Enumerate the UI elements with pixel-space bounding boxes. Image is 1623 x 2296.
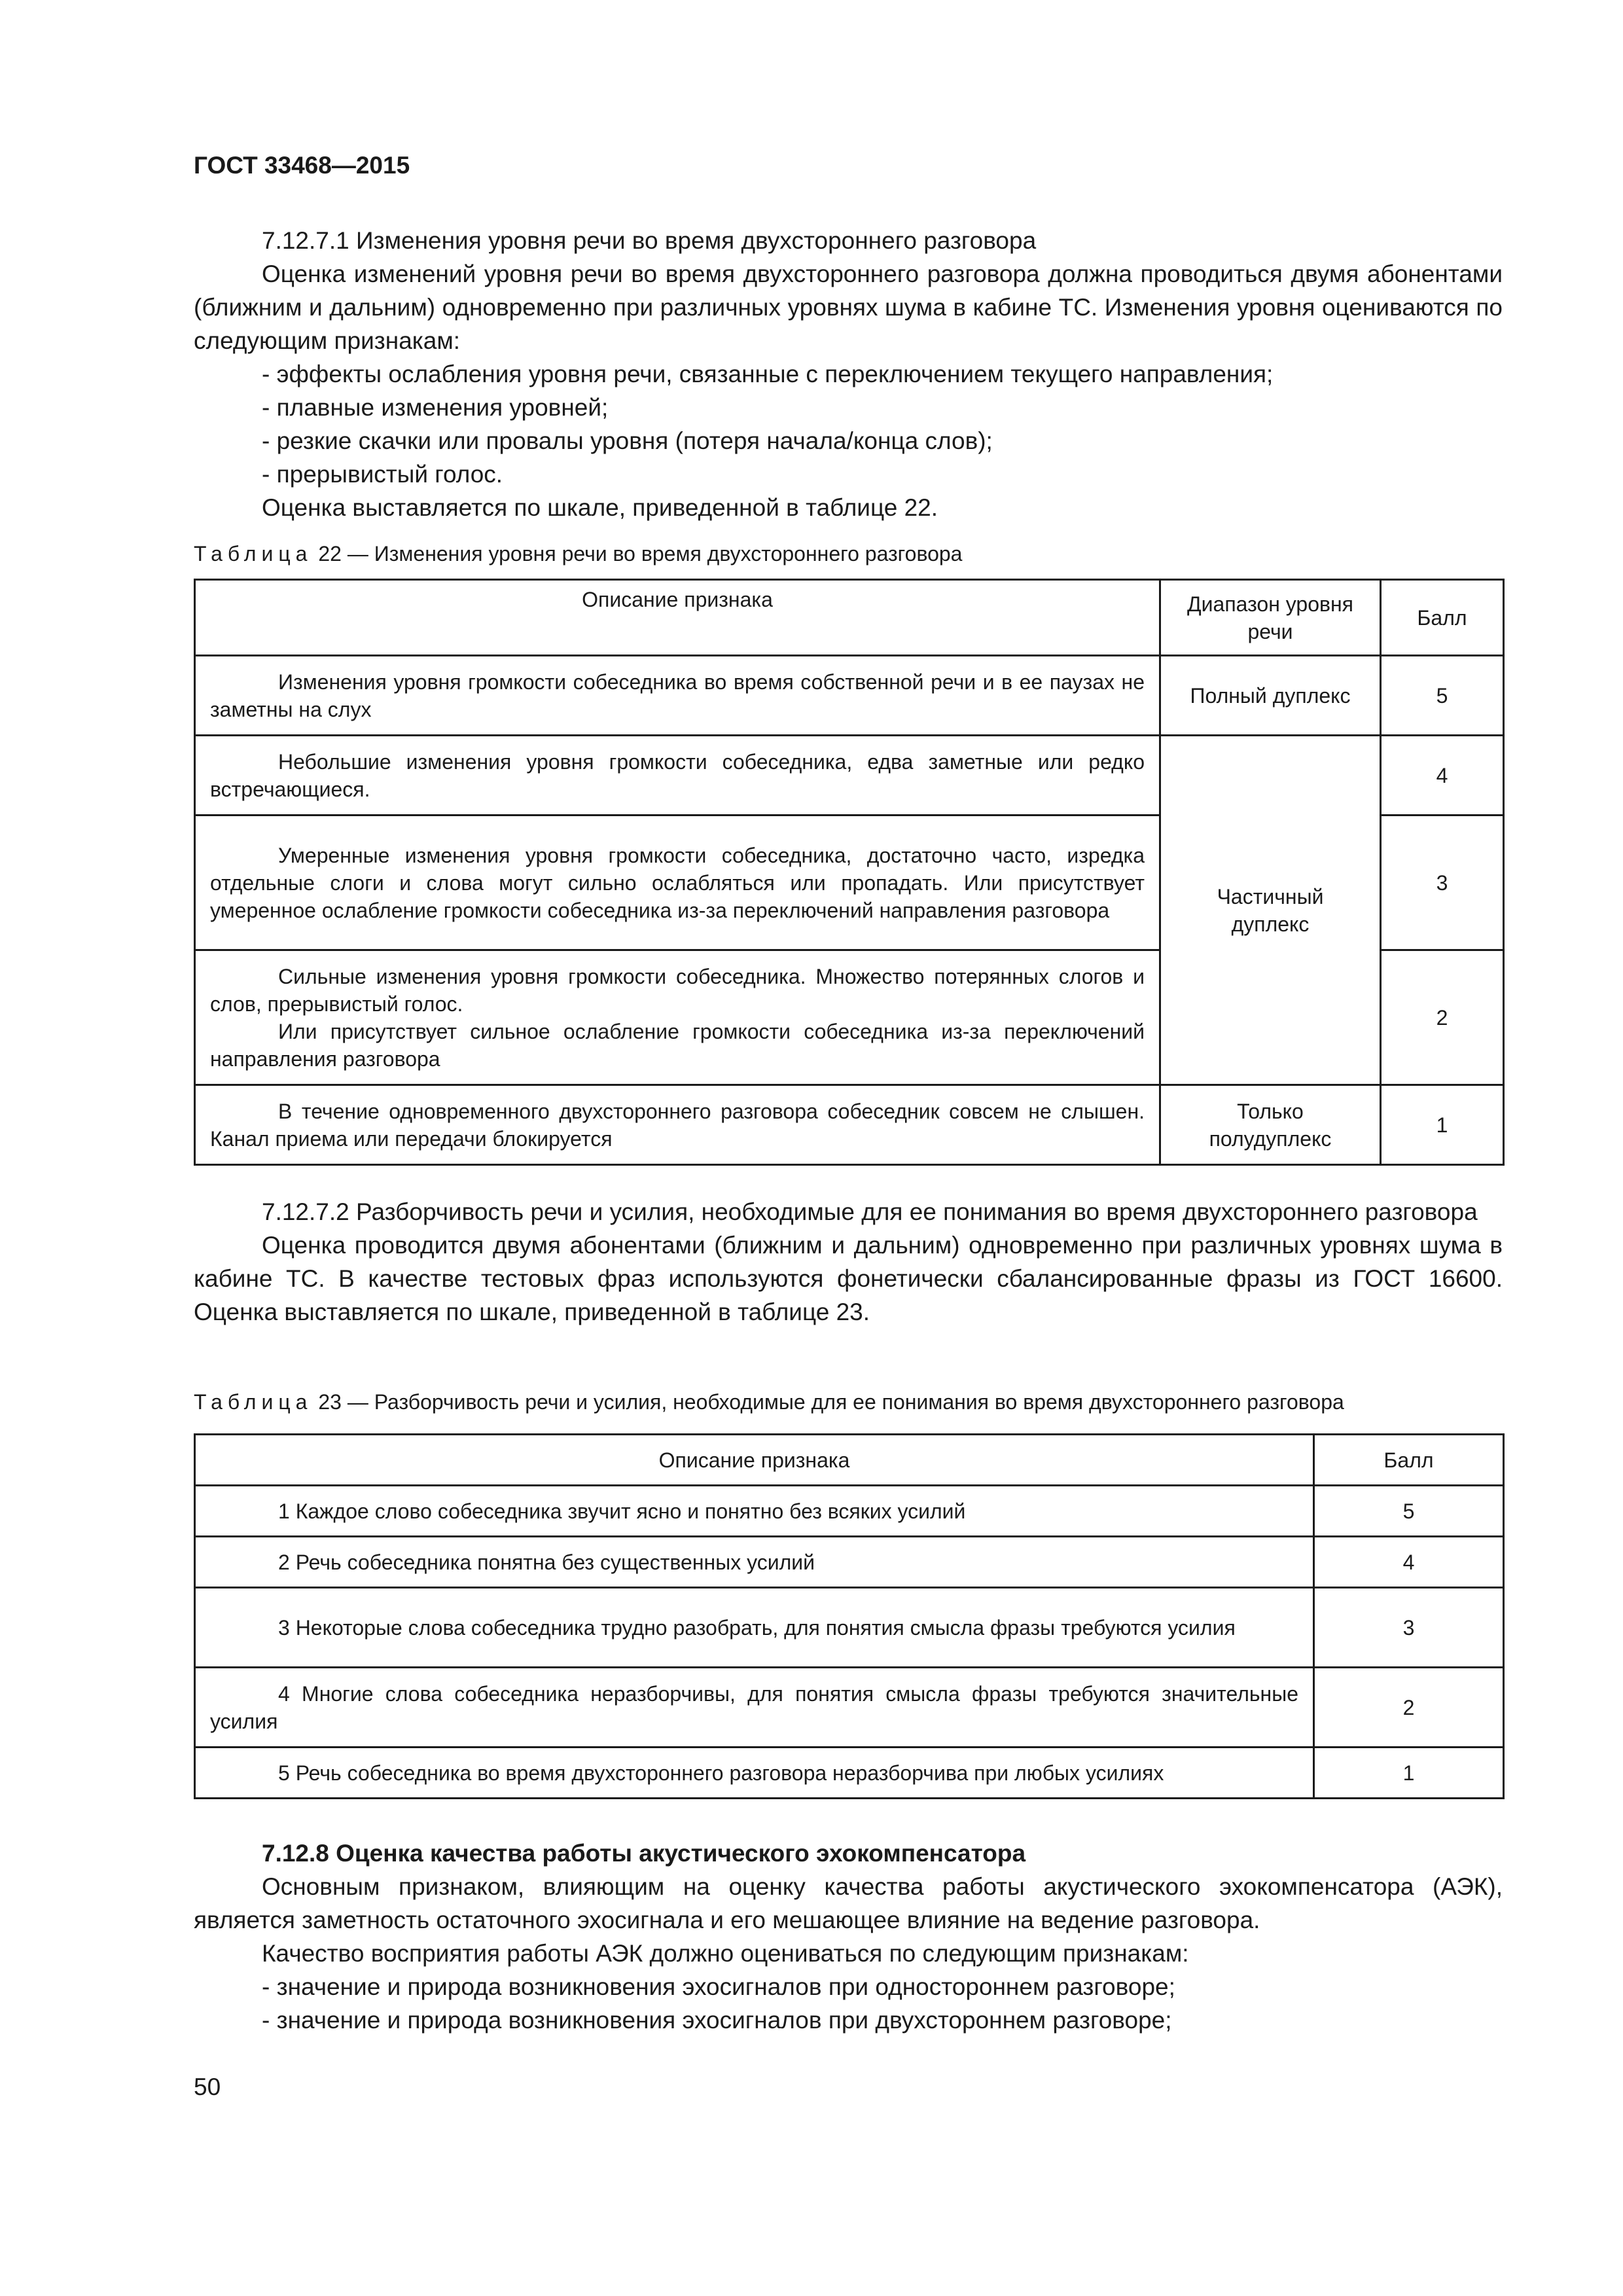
table-row xyxy=(195,1537,1504,1588)
table-row xyxy=(195,1588,1504,1668)
section-title: 7.12.7.2 Разборчивость речи и усилия, необходимые для ее понимания во время двухстороннего разговора xyxy=(262,1198,1478,1225)
cell-score: 3 xyxy=(1381,816,1504,950)
paragraph: Качество восприятия работы АЭК должно оцениваться по следующим признакам: xyxy=(262,1940,1189,1967)
list-item: - прерывистый голос. xyxy=(262,461,503,488)
cell-description: 1 Каждое слово собеседника звучит ясно и понятно без всяких усилий xyxy=(195,1486,1314,1537)
column-header: Описание признака xyxy=(195,580,1160,656)
cell-description: 3 Некоторые слова собеседника трудно разобрать, для понятия смысла фразы требуются усилия xyxy=(195,1588,1314,1668)
cell-range: Полный дуплекс xyxy=(1160,656,1381,736)
cell-score: 5 xyxy=(1314,1486,1504,1537)
list-item: - плавные изменения уровней; xyxy=(262,394,609,421)
cell-description: 5 Речь собеседника во время двухстороннего разговора неразборчива при любых усилиях xyxy=(195,1748,1314,1799)
cell-score: 2 xyxy=(1314,1668,1504,1748)
cell-score: 4 xyxy=(1314,1537,1504,1588)
cell-score: 4 xyxy=(1381,736,1504,816)
cell-description xyxy=(195,950,1160,1085)
table-row xyxy=(195,1486,1504,1537)
caption-text: 22 — Изменения уровня речи во время двухстороннего разговора xyxy=(312,542,963,565)
cell-score: 1 xyxy=(1381,1085,1504,1165)
table-row xyxy=(195,656,1504,736)
column-header: Диапазон уровня речи xyxy=(1160,580,1381,656)
cell-description: Изменения уровня громкости собеседника во время собственной речи и в ее паузах не заметны на слух xyxy=(195,656,1160,736)
paragraph: Оценка проводится двумя абонентами (ближним и дальним) одновременно при различных уровнях шума в кабине ТС. В качестве тестовых фраз используются фонетически сбалансированные фразы из ГОСТ 16600. Оценка выставляется по шкале, приведенной в таблице 23. xyxy=(194,1232,1503,1325)
caption-text: 23 — Разборчивость речи и усилия, необходимые для ее понимания во время двухстороннего разговора xyxy=(312,1390,1344,1414)
table-header-row xyxy=(195,580,1504,656)
table-row xyxy=(195,1085,1504,1165)
cell-score: 3 xyxy=(1314,1588,1504,1668)
table-row xyxy=(195,1748,1504,1799)
page-number: 50 xyxy=(194,2073,221,2100)
table-caption xyxy=(194,1388,1503,1416)
description-line: Сильные изменения уровня громкости собеседника. Множество потерянных слогов и слов, прерывистый голос. xyxy=(210,964,1145,1016)
section-7-12-7-2 xyxy=(194,1195,1503,1329)
section-7-12-8 xyxy=(194,1837,1503,2037)
cell-description: Небольшие изменения уровня громкости собеседника, едва заметные или редко встречающиеся. xyxy=(195,736,1160,816)
paragraph: Оценка изменений уровня речи во время двухстороннего разговора должна проводиться двумя абонентами (ближним и дальним) одновременно при различных уровнях шума в кабине ТС. Изменения уровня оцениваются по следующим признакам: xyxy=(194,260,1503,354)
cell-score: 5 xyxy=(1381,656,1504,736)
list-item: - значение и природа возникновения эхосигналов при двухстороннем разговоре; xyxy=(262,2007,1172,2034)
section-7-12-7-1 xyxy=(194,224,1503,524)
list-item: - резкие скачки или провалы уровня (потеря начала/конца слов); xyxy=(262,427,993,454)
table-23 xyxy=(194,1433,1505,1799)
cell-description: В течение одновременного двухстороннего разговора собеседник совсем не слышен. Канал приема или передачи блокируется xyxy=(195,1085,1160,1165)
document-header: ГОСТ 33468—2015 xyxy=(194,152,410,179)
cell-score: 2 xyxy=(1381,950,1504,1085)
table-caption xyxy=(194,539,1503,568)
column-header: Балл xyxy=(1314,1435,1504,1486)
cell-range: Частичный дуплекс xyxy=(1160,736,1381,1085)
list-item: - эффекты ослабления уровня речи, связанные с переключением текущего направления; xyxy=(262,361,1274,387)
cell-description: Умеренные изменения уровня громкости собеседника, достаточно часто, изредка отдельные слоги и слова могут сильно ослабляться или пропадать. Или присутствует умеренное ослабление громкости собеседника из-за переключений направления разговора xyxy=(195,816,1160,950)
section-title: 7.12.7.1 Изменения уровня речи во время двухстороннего разговора xyxy=(262,227,1037,254)
description-line: Или присутствует сильное ослабление громкости собеседника из-за переключений направления разговора xyxy=(210,1019,1145,1071)
table-row xyxy=(195,736,1504,816)
table-row xyxy=(195,1668,1504,1748)
caption-prefix: Таблица xyxy=(194,1390,313,1414)
table-header-row xyxy=(195,1435,1504,1486)
table-23-block xyxy=(194,1388,1503,1799)
table-22 xyxy=(194,579,1505,1166)
column-header: Балл xyxy=(1381,580,1504,656)
cell-description: 4 Многие слова собеседника неразборчивы, для понятия смысла фразы требуются значительные усилия xyxy=(195,1668,1314,1748)
cell-description: 2 Речь собеседника понятна без существенных усилий xyxy=(195,1537,1314,1588)
section-title: 7.12.8 Оценка качества работы акустического эхокомпенсатора xyxy=(262,1840,1026,1867)
list-item: - значение и природа возникновения эхосигналов при одностороннем разговоре; xyxy=(262,1973,1175,2000)
paragraph: Оценка выставляется по шкале, приведенной в таблице 22. xyxy=(262,494,938,521)
caption-prefix: Таблица xyxy=(194,542,313,565)
paragraph: Основным признаком, влияющим на оценку качества работы акустического эхокомпенсатора (АЭК), является заметность остаточного эхосигнала и его мешающее влияние на ведение разговора. xyxy=(194,1873,1503,1933)
table-22-block xyxy=(194,539,1503,1166)
cell-score: 1 xyxy=(1314,1748,1504,1799)
column-header: Описание признака xyxy=(195,1435,1314,1486)
cell-range: Только полудуплекс xyxy=(1160,1085,1381,1165)
